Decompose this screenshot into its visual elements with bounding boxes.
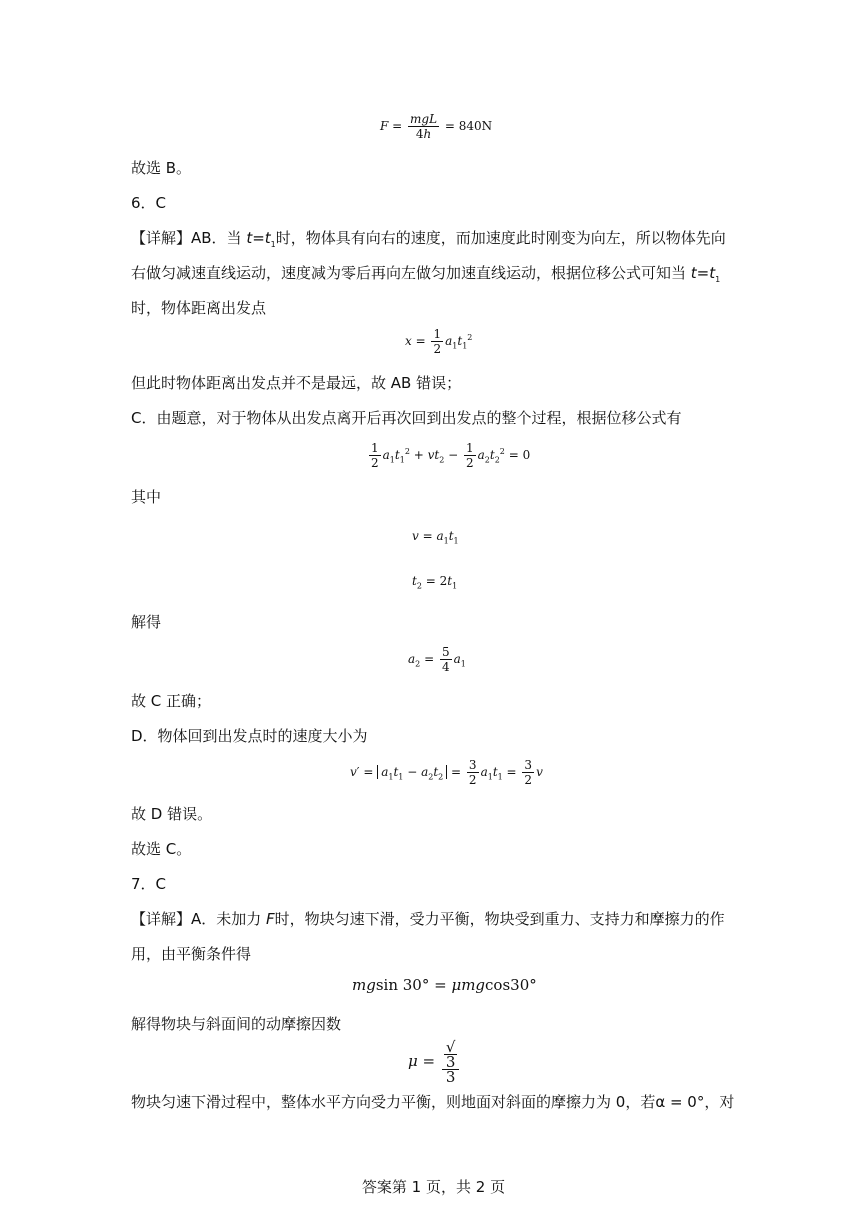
text-line: 故 D 错误。 bbox=[131, 805, 213, 823]
equation-equilibrium: mgsin 30° = μmgcos30° bbox=[352, 976, 537, 994]
text-line: 【详解】AB．当 $t=t_1$时，物体具有向右的速度，而加速度此时刚变为向左，所以物体先向 bbox=[131, 229, 726, 249]
page-footer: 答案第 1 页，共 2 页 bbox=[361, 1178, 506, 1196]
question-number: 7．C bbox=[131, 875, 167, 893]
equation-force: F = $\frac{\text{mgL}}{4h}$ = 840N bbox=[380, 112, 493, 141]
text-line: 解得物块与斜面间的动摩擦因数 bbox=[131, 1015, 342, 1033]
text-line: 故选 C。 bbox=[131, 840, 192, 858]
equation-velocity: $v = a_1t_1$ bbox=[412, 529, 459, 546]
text-line: 【详解】A．未加力 F时，物块匀速下滑，受力平衡，物块受到重力、支持力和摩擦力的作 bbox=[131, 910, 725, 928]
equation-acceleration: $a_2$ = $\frac{5}{4}$ $a_1$ bbox=[408, 645, 466, 674]
question-number: 6．C bbox=[131, 194, 167, 212]
equation-full-process: $\frac{1}{2}$ $a_1t_1^2 + vt_2$ − $\frac{1}{2}$ $a_2t_2^2 = 0$ bbox=[371, 441, 531, 470]
text-line: 用，由平衡条件得 bbox=[131, 945, 252, 963]
text-line: C．由题意，对于物体从出发点离开后再次回到出发点的整个过程，根据位移公式有 bbox=[131, 409, 682, 427]
text-line: D．物体回到出发点时的速度大小为 bbox=[131, 727, 368, 745]
equation-friction-coefficient: μ = √ 3 3 bbox=[408, 1040, 461, 1084]
text-line: 时，物体距离出发点 bbox=[131, 299, 267, 317]
equation-displacement: x = $\frac{1}{2}$ $a_1t_1^2$ bbox=[405, 327, 473, 356]
text-line: 故选 B。 bbox=[131, 159, 192, 177]
text-line: 故 C 正确； bbox=[131, 692, 212, 710]
text-line: 物块匀速下滑过程中，整体水平方向受力平衡，则地面对斜面的摩擦力为 0，若α = 0°，对 bbox=[131, 1093, 735, 1111]
text-line: 右做匀减速直线运动，速度减为零后再向左做匀加速直线运动，根据位移公式可知当 $t=t_1$ bbox=[131, 264, 721, 284]
text-line: 解得 bbox=[131, 613, 162, 631]
text-line: 其中 bbox=[131, 488, 162, 506]
equation-time: $t_2 = 2t_1$ bbox=[412, 574, 458, 591]
equation-return-speed: $v' = a_1t_1 - a_2t_2$ = $\frac{3}{2}$ $a_1t_1$ = $\frac{3}{2}$ v bbox=[350, 758, 543, 787]
text-line: 但此时物体距离出发点并不是最远，故 AB 错误； bbox=[131, 374, 462, 392]
